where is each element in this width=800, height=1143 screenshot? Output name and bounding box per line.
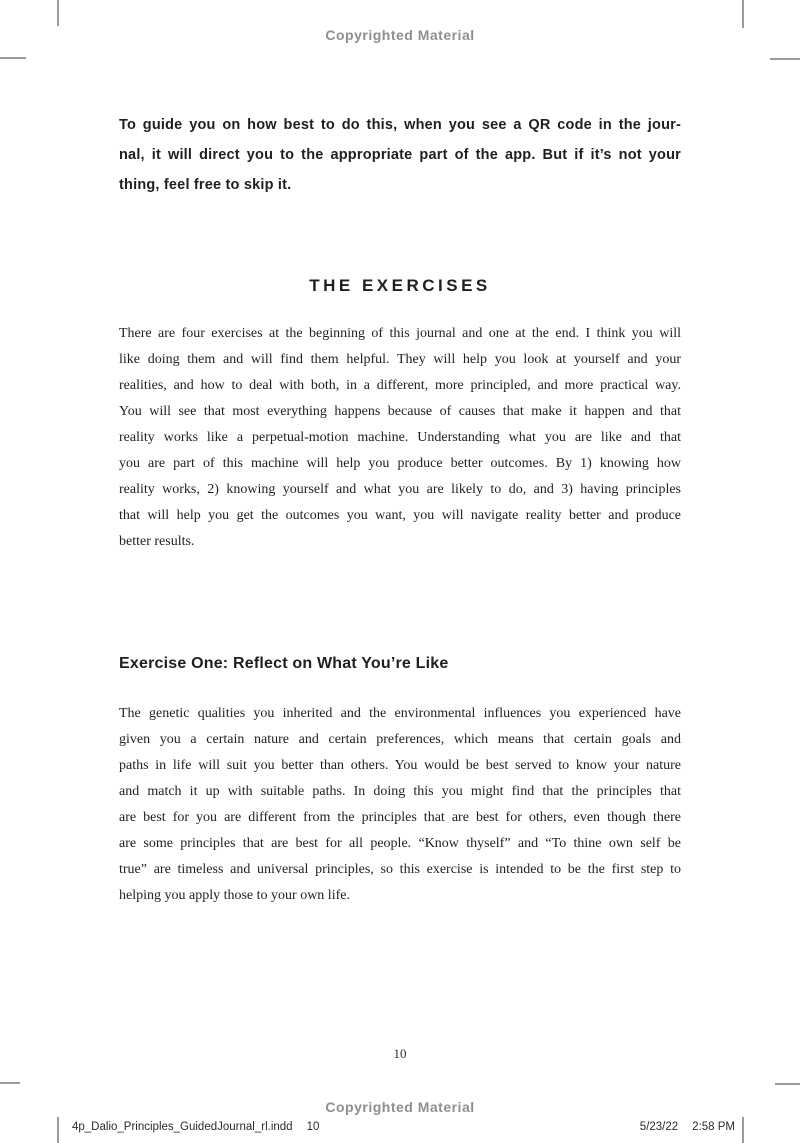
text-line: are some principles that are best for all people. “Know thyself” and “To thine own self be [119,836,681,851]
text-line: helping you apply those to your own life. [119,888,350,903]
page-number: 10 [393,1046,407,1061]
text-line: To guide you on how best to do this, when you see a QR code in the jour- [119,117,681,133]
text-line: are best for you are different from the principles that are best for others, even though there [119,810,681,825]
text-line: The genetic qualities you inherited and the environmental influences you experienced have [119,706,681,721]
copyright-notice-top: Copyrighted Material [325,27,475,43]
text-line: reality works like a perpetual-motion machine. Understanding what you are like and that [119,430,681,445]
text-line: and match it up with suitable paths. In doing this you might find that the principles that [119,784,681,799]
text-line: nal, it will direct you to the appropriate part of the app. But if it’s not your [119,147,681,163]
text-line: paths in life will suit you better than others. You would be best served to know your nature [119,758,681,773]
text-line: There are four exercises at the beginning of this journal and one at the end. I think you will [119,326,681,341]
crop-mark-top-left-horizontal [0,57,26,59]
text-line: You will see that most everything happens because of causes that make it happen and that [119,404,681,419]
slug-filename: 4p_Dalio_Principles_GuidedJournal_rl.indd [72,1121,293,1133]
crop-mark-bottom-right-horizontal [775,1083,800,1085]
slug-time: 2:58 PM [692,1121,735,1133]
exercises-paragraph [119,321,681,555]
copyright-notice-bottom: Copyrighted Material [325,1099,475,1115]
crop-mark-bottom-left-horizontal [0,1082,20,1084]
text-line: better results. [119,534,195,549]
crop-mark-bottom-right-vertical [742,1117,744,1143]
text-line: that will help you get the outcomes you want, you will navigate reality better and produce [119,508,681,523]
crop-mark-bottom-left-vertical [57,1117,59,1143]
slug-date: 5/23/22 [639,1121,679,1133]
section-title: THE EXERCISES [309,276,491,295]
text-line: realities, and how to deal with both, in a different, more principled, and more practical way. [119,378,681,393]
slug-page: 10 [306,1121,320,1133]
text-line: true” are timeless and universal principles, so this exercise is intended to be the first step to [119,862,681,877]
text-line: thing, feel free to skip it. [119,177,292,193]
intro-paragraph [119,110,681,200]
text-line: you are part of this machine will help you produce better outcomes. By 1) knowing how [119,456,681,471]
text-line: given you a certain nature and certain preferences, which means that certain goals and [119,732,681,747]
slug-datetime-line [640,1121,735,1133]
slug-filename-line [72,1121,319,1133]
text-line: reality works, 2) knowing yourself and what you are likely to do, and 3) having principles [119,482,681,497]
exercise-one-title: Exercise One: Reflect on What You’re Like [119,655,449,672]
crop-mark-top-right-horizontal [770,58,800,60]
text-line: like doing them and will find them helpful. They will help you look at yourself and your [119,352,681,367]
crop-mark-top-right-vertical [742,0,744,28]
crop-mark-top-left-vertical [57,0,59,26]
exercise-one-paragraph [119,701,681,909]
